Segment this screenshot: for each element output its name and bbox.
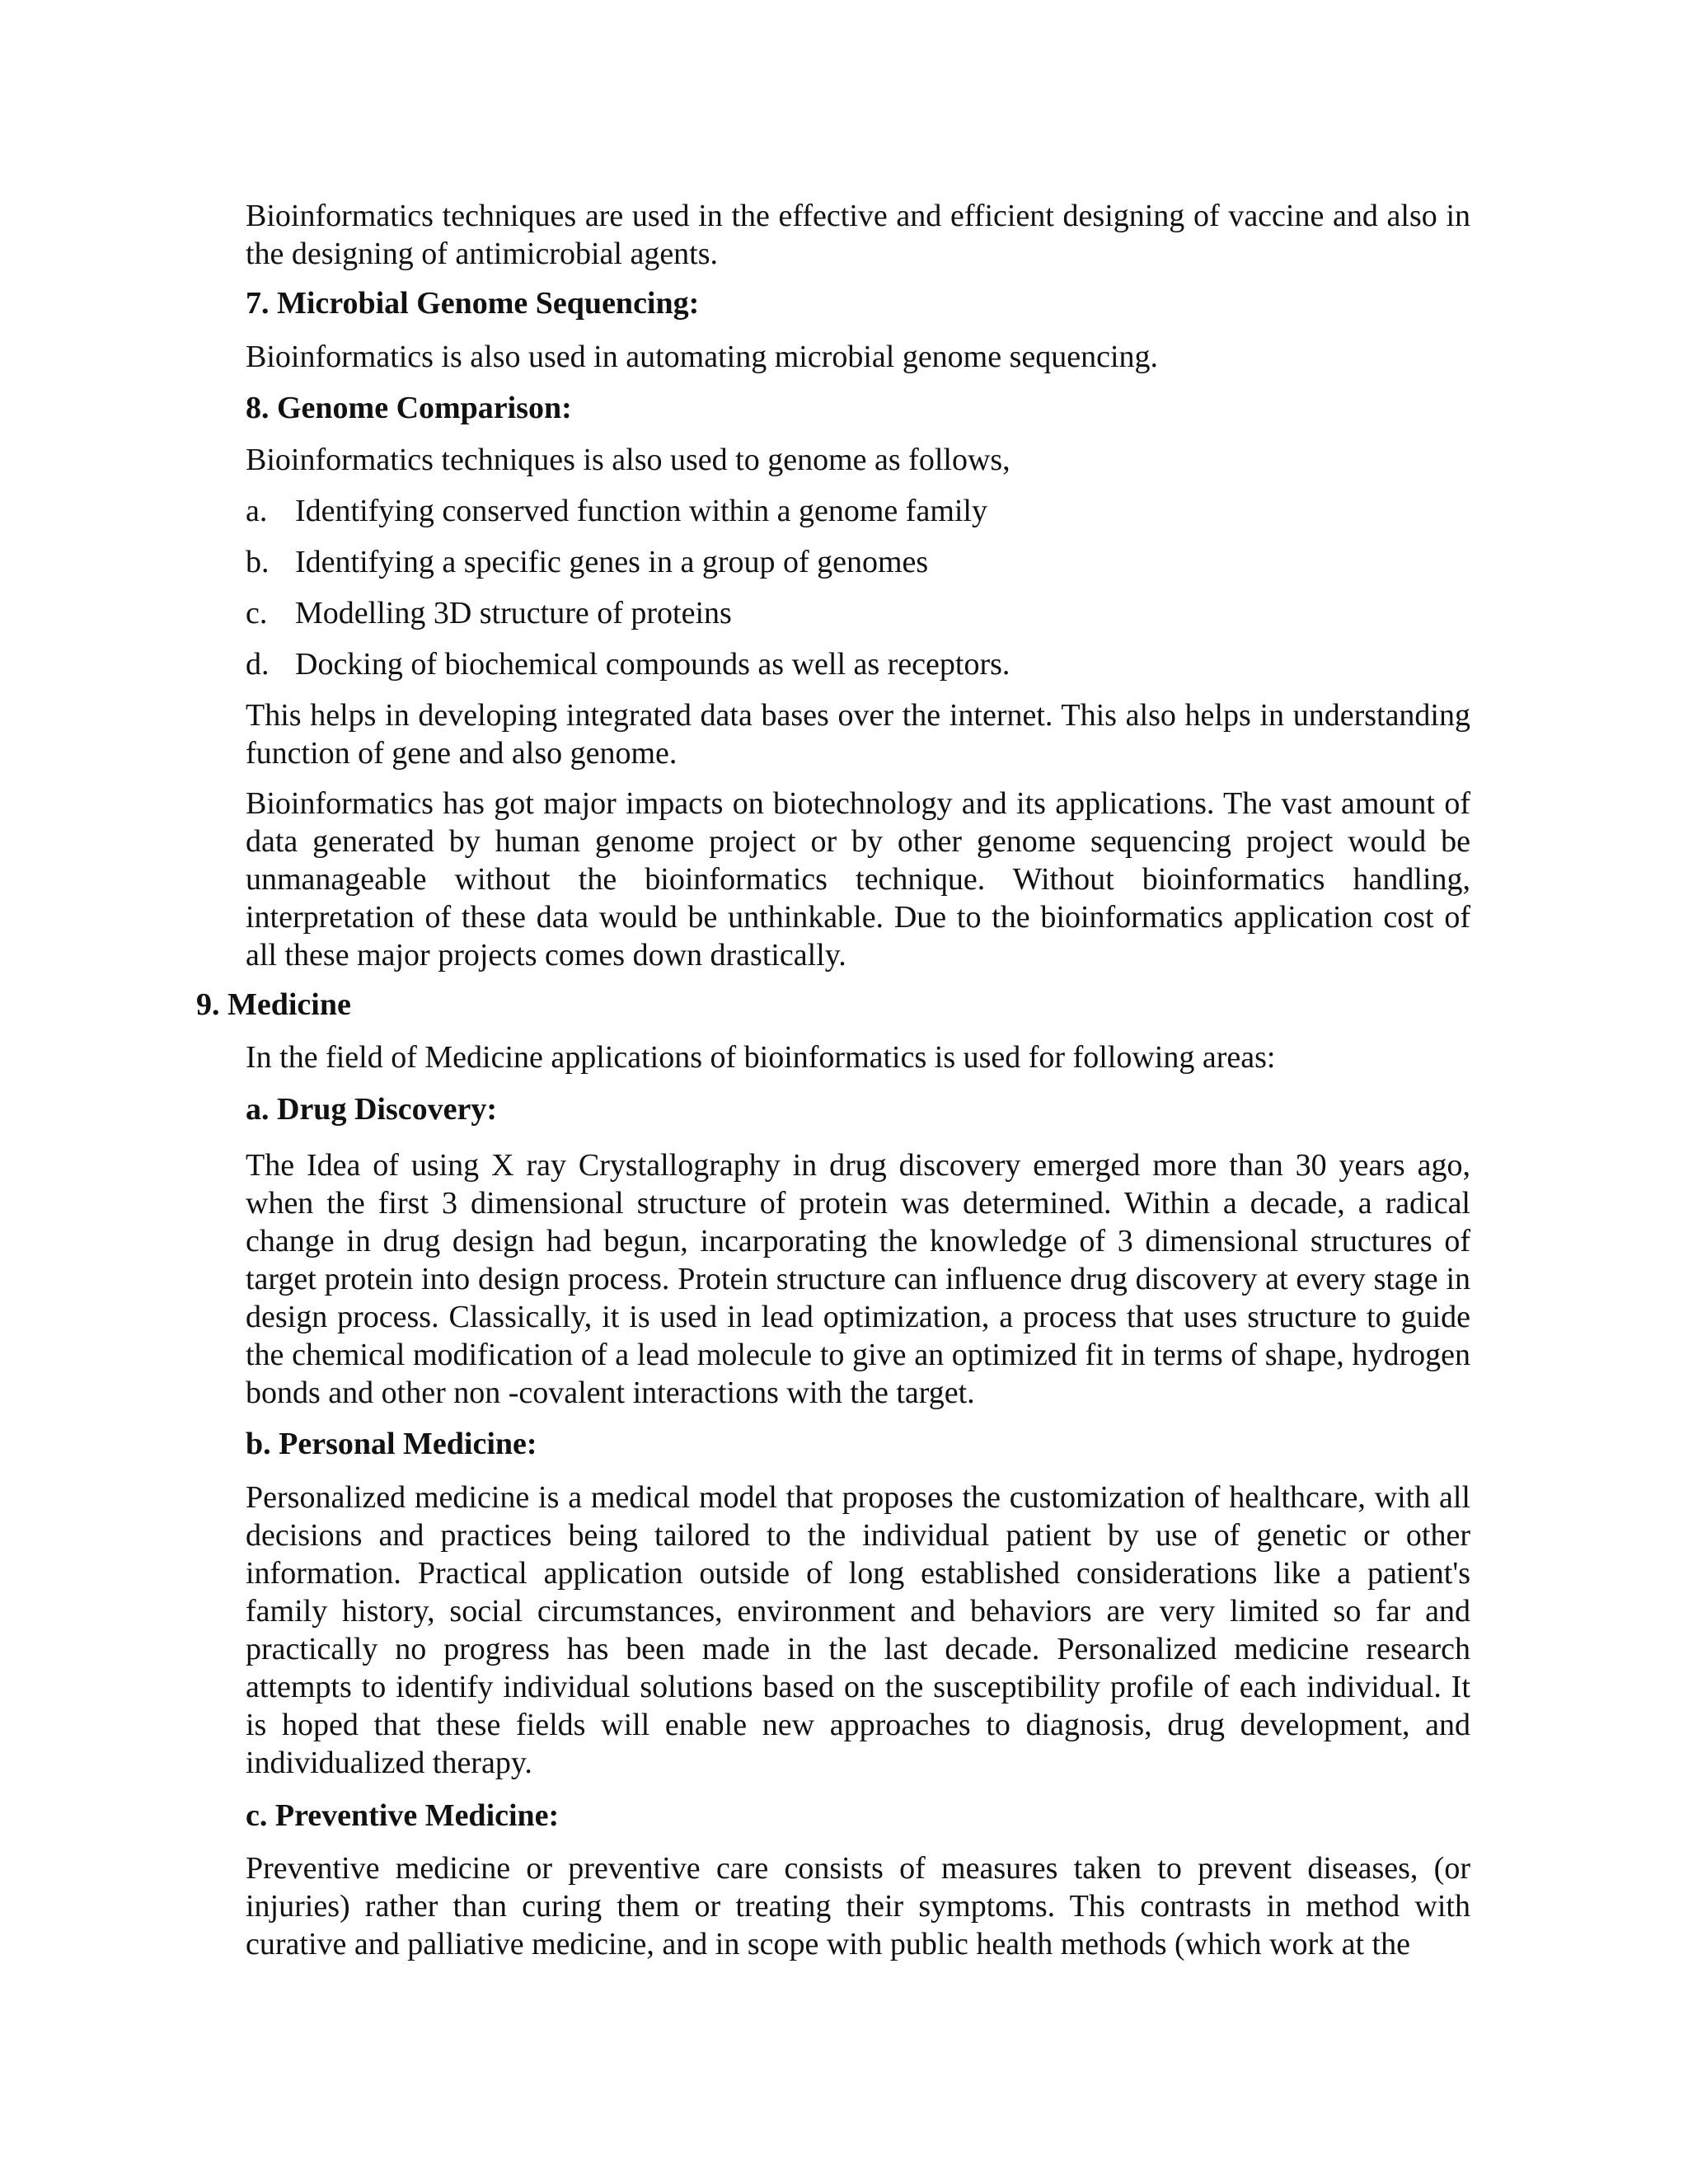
paragraph-genome-comparison-intro: Bioinformatics techniques is also used to genome as follows, — [246, 443, 1010, 477]
paragraph-microbial-sequencing: Bioinformatics is also used in automating microbial genome sequencing. — [246, 340, 1159, 374]
list-marker: c. — [246, 596, 268, 630]
list-item-text: Docking of biochemical compounds as well as receptors. — [295, 647, 1010, 682]
heading-genome-comparison: 8. Genome Comparison: — [246, 391, 572, 425]
heading-personal-medicine: b. Personal Medicine: — [246, 1427, 537, 1461]
paragraph-medicine-intro: In the field of Medicine applications of bioinformatics is used for following areas: — [246, 1040, 1276, 1075]
heading-microbial-genome-sequencing: 7. Microbial Genome Sequencing: — [246, 286, 700, 321]
list-item — [246, 492, 1470, 530]
list-item-text: Modelling 3D structure of proteins — [295, 596, 732, 630]
paragraph-vaccine-design: Bioinformatics techniques are used in the effective and efficient designing of vaccine and also in the designing of antimicrobial agents. — [246, 199, 1470, 271]
heading-preventive-medicine: c. Preventive Medicine: — [246, 1798, 560, 1833]
list-item — [246, 543, 1470, 581]
paragraph-preventive-medicine: Preventive medicine or preventive care consists of measures taken to prevent diseases, (or injuries) rather than curing them or treating their symptoms. This contrasts in method with curative and palliative medicine, and in scope with public health methods (which work at the — [246, 1851, 1470, 1961]
list-marker: b. — [246, 545, 270, 579]
heading-medicine: 9. Medicine — [196, 987, 351, 1022]
paragraph-personal-medicine: Personalized medicine is a medical model that proposes the customization of healthcare, with all decisions and practices being tailored to the individual patient by use of genetic or other information. Practical application outside of long established considerations like a patient's family history, social circumstances, environment and behaviors are very limited so far and practically no progress has been made in the last decade. Personalized medicine research attempts to identify individual solutions based on the susceptibility profile of each individual. It is hoped that these fields will enable new approaches to diagnosis, drug development, and individualized therapy. — [246, 1480, 1470, 1780]
paragraph-integrated-databases: This helps in developing integrated data bases over the internet. This also helps in understanding function of gene and also genome. — [246, 698, 1470, 771]
list-marker: a. — [246, 494, 268, 528]
list-item — [246, 594, 1470, 632]
paragraph-bioinformatics-impacts: Bioinformatics has got major impacts on biotechnology and its applications. The vast amount of data generated by human genome project or by other genome sequencing project would be unmanageable without the bioinformatics technique. Without bioinformatics handling, interpretation of these data would be unthinkable. Due to the bioinformatics application cost of all these major projects comes down drastically. — [246, 786, 1470, 972]
heading-drug-discovery: a. Drug Discovery: — [246, 1092, 497, 1127]
list-item — [246, 645, 1470, 683]
list-marker: d. — [246, 647, 270, 682]
paragraph-drug-discovery: The Idea of using X ray Crystallography in drug discovery emerged more than 30 years ago, when the first 3 dimensional structure of protein was determined. Within a decade, a radical change in drug design had begun, incarporating the knowledge of 3 dimensional structures of target protein into design process. Protein structure can influence drug discovery at every stage in design process. Classically, it is used in lead optimization, a process that uses structure to guide the chemical modification of a lead molecule to give an optimized fit in terms of shape, hydrogen bonds and other non -covalent interactions with the target. — [246, 1148, 1470, 1410]
list-item-text: Identifying conserved function within a genome family — [295, 494, 987, 528]
list-item-text: Identifying a specific genes in a group of genomes — [295, 545, 929, 579]
